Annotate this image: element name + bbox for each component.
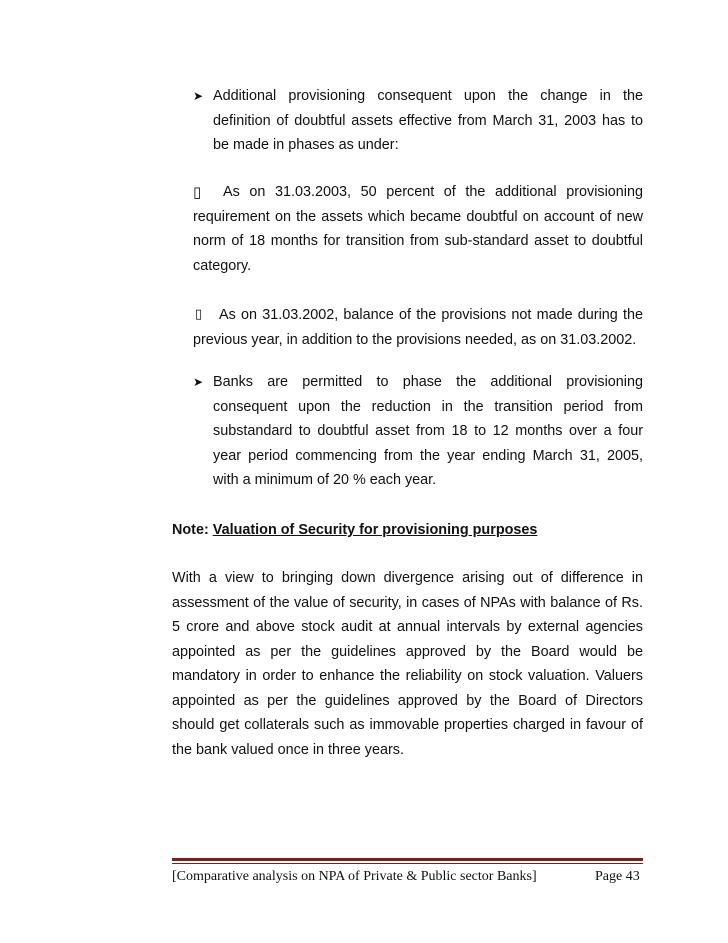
footer-rule-thin xyxy=(172,863,643,864)
footer-rule-thick xyxy=(172,858,643,861)
arrow-bullet-icon: ➤ xyxy=(193,89,204,103)
body-paragraph xyxy=(172,566,643,762)
note-heading xyxy=(172,518,537,542)
bullet-2-text: Banks are permitted to phase the additional provisioning consequent upon the reduction in the transition period from substandard to doubtful asset from 18 to 12 months over a four year period commencing from the year ending March 31, 2005, with a minimum of 20 % each year. xyxy=(213,374,643,488)
bullet-paragraph-1 xyxy=(213,84,643,158)
note-label: Note: xyxy=(172,522,209,538)
page-number: Page 43 xyxy=(595,869,640,884)
footer-title: [Comparative analysis on NPA of Private & Public sector Banks] xyxy=(172,869,537,884)
sub-paragraph-1 xyxy=(193,180,643,278)
note-title: Valuation of Security for provisioning purposes xyxy=(212,522,538,538)
sub-2-text: As on 31.03.2002, balance of the provisions not made during the previous year, in addition to the provisions needed, as on 31.03.2002. xyxy=(193,307,643,348)
body-text: With a view to bringing down divergence arising out of difference in assessment of the value of security, in cases of NPAs with balance of Rs. 5 crore and above stock audit at annual intervals by external agencies appointed as per the guidelines approved by the Board would be mandatory in order to enhance the reliability on stock valuation. Valuers appointed as per the guidelines approved by the Board of Directors should get collaterals such as immovable properties charged in favour of the bank valued once in three years. xyxy=(172,570,643,758)
sub-1-text: As on 31.03.2003, 50 percent of the additional provisioning requirement on the assets which became doubtful on account of new norm of 18 months for transition from sub-standard asset to doubtful category. xyxy=(193,184,643,274)
missing-glyph-box-icon: ▯ xyxy=(195,307,203,322)
arrow-bullet-icon: ➤ xyxy=(193,375,204,389)
bullet-1-text: Additional provisioning consequent upon the change in the definition of doubtful assets effective from March 31, 2003 has to be made in phases as under: xyxy=(213,88,643,153)
bullet-paragraph-2 xyxy=(213,370,643,493)
sub-paragraph-2 xyxy=(193,303,643,352)
missing-glyph-box-icon: ▯ xyxy=(193,183,202,201)
